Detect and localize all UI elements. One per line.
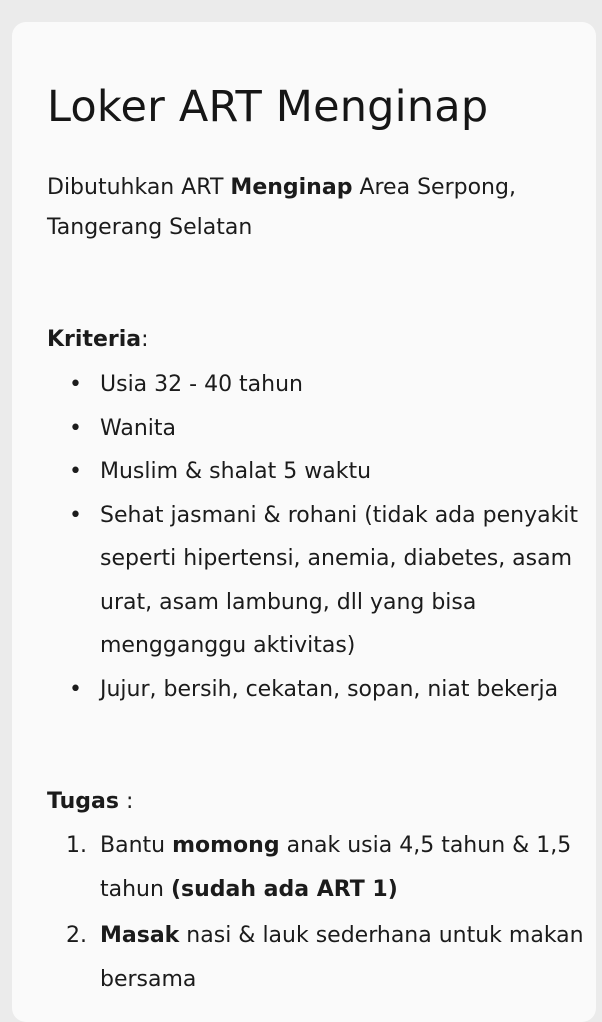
tugas-heading-label: Tugas bbox=[47, 789, 119, 814]
intro-prefix: Dibutuhkan ART bbox=[47, 175, 231, 200]
list-item bbox=[47, 494, 587, 668]
list-item-text: Jujur, bersih, cekatan, sopan, niat bekerja bbox=[100, 676, 559, 702]
bullet-icon: • bbox=[69, 372, 82, 397]
task-text-mid: anak usia 4,5 tahun & 1,5 tahun bbox=[100, 833, 572, 902]
task-item bbox=[47, 824, 587, 912]
list-item bbox=[47, 363, 587, 407]
tugas-list bbox=[47, 824, 587, 1002]
tugas-heading bbox=[47, 782, 133, 822]
list-item bbox=[47, 450, 587, 494]
task-number: 2. bbox=[66, 923, 87, 948]
task-text-pre: Bantu bbox=[100, 833, 173, 858]
page-title: Loker ART Menginap bbox=[47, 82, 489, 132]
intro-suffix: Area Serpong, Tangerang Selatan bbox=[47, 175, 516, 240]
list-item-text: Usia 32 - 40 tahun bbox=[100, 372, 303, 397]
bullet-icon: • bbox=[69, 676, 82, 702]
task-item bbox=[47, 914, 587, 1002]
task-bold-masak: Masak bbox=[100, 923, 180, 948]
task-bold-note: (sudah ada ART 1) bbox=[170, 877, 398, 902]
list-item-text: Wanita bbox=[100, 415, 176, 441]
list-item-text: Muslim & shalat 5 waktu bbox=[100, 459, 372, 484]
kriteria-heading-label: Kriteria bbox=[47, 327, 142, 352]
list-item bbox=[47, 668, 587, 712]
tugas-heading-colon: : bbox=[118, 789, 134, 814]
task-text-rest: nasi & lauk sederhana untuk makan bersama bbox=[100, 923, 584, 992]
kriteria-list bbox=[47, 363, 587, 711]
task-bold-momong: momong bbox=[172, 833, 280, 858]
kriteria-heading-colon: : bbox=[141, 327, 149, 352]
kriteria-heading bbox=[47, 320, 149, 360]
intro-text bbox=[47, 168, 587, 248]
intro-bold: Menginap bbox=[230, 175, 353, 200]
list-item-text: Sehat jasmani & rohani (tidak ada penyakit seperti hipertensi, anemia, diabetes, asam urat, asam lambung, dll yang bisa mengganggu aktivitas) bbox=[100, 502, 579, 658]
bullet-icon: • bbox=[69, 459, 82, 484]
task-number: 1. bbox=[66, 833, 87, 858]
bullet-icon: • bbox=[69, 415, 82, 441]
job-post-card bbox=[12, 22, 596, 1022]
bullet-icon: • bbox=[69, 502, 82, 528]
list-item bbox=[47, 407, 587, 451]
